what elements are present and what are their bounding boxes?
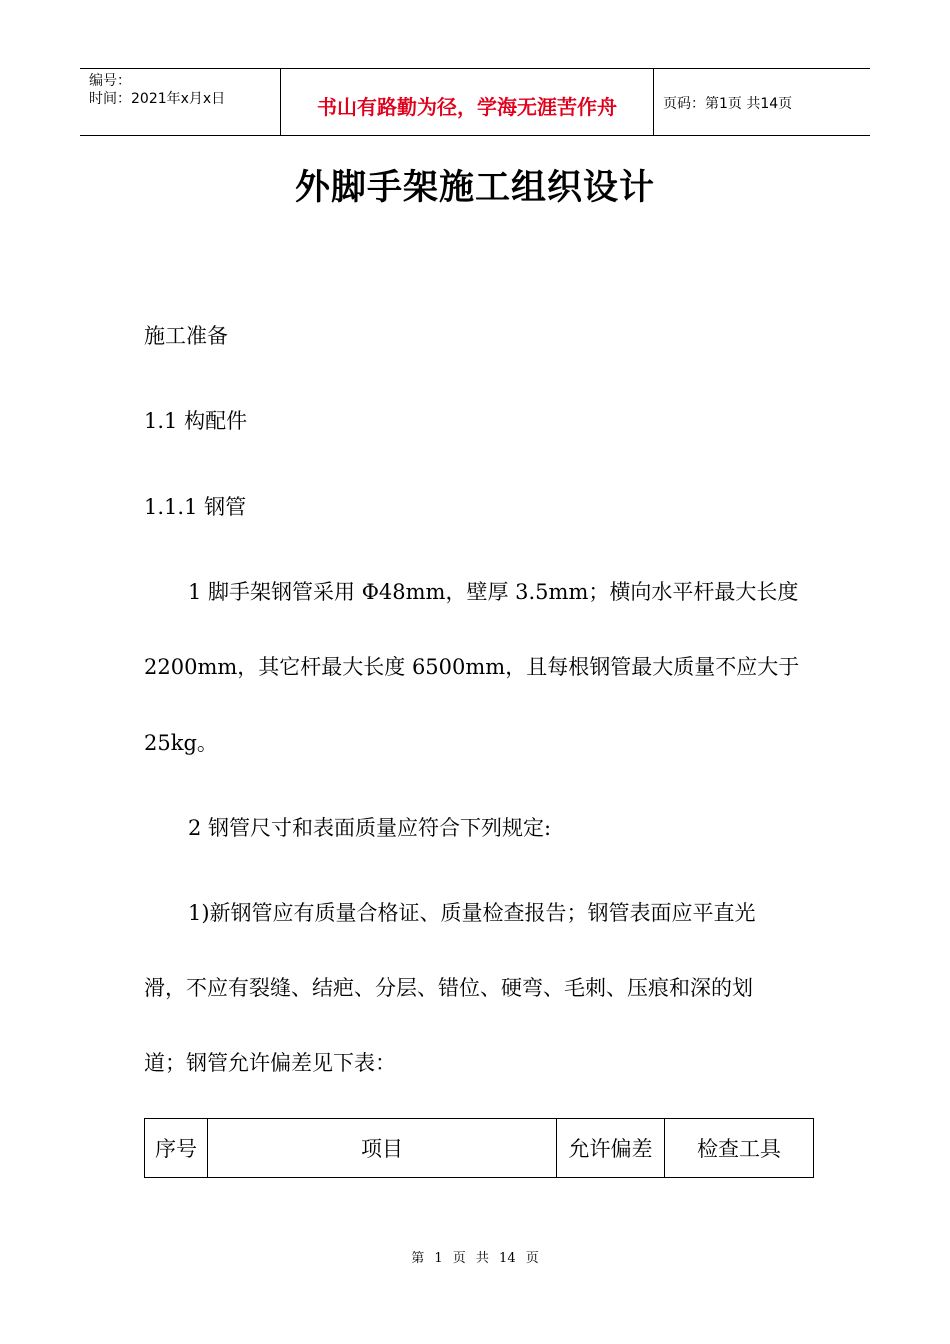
table-header-cell: 项目 bbox=[208, 1119, 557, 1178]
document-header bbox=[80, 68, 870, 136]
paragraph-line: 1 脚手架钢管采用 Φ48mm，壁厚 3.5mm；横向水平杆最大长度 bbox=[188, 580, 799, 604]
paragraph-line: 道；钢管允许偏差见下表： bbox=[144, 1051, 396, 1075]
header-motto: 书山有路勤为径，学海无涯苦作舟 bbox=[281, 69, 654, 135]
serial-number-label: 编号： bbox=[89, 73, 131, 89]
table-header-cell: 允许偏差 bbox=[557, 1119, 665, 1178]
paragraph-line: 2200mm，其它杆最大长度 6500mm，且每根钢管最大质量不应大于 bbox=[144, 655, 800, 679]
paragraph-line: 1)新钢管应有质量合格证、质量检查报告；钢管表面应平直光 bbox=[188, 901, 756, 925]
paragraph-line: 2 钢管尺寸和表面质量应符合下列规定: bbox=[188, 816, 552, 840]
paragraph-line: 25kg。 bbox=[144, 731, 218, 755]
table-header-row bbox=[145, 1119, 814, 1178]
section-heading: 施工准备 bbox=[144, 324, 228, 348]
header-meta bbox=[80, 69, 281, 135]
page-footer: 第 1 页 共 14 页 bbox=[411, 1251, 539, 1266]
table-header-cell: 检查工具 bbox=[665, 1119, 814, 1178]
document-title: 外脚手架施工组织设计 bbox=[294, 167, 655, 208]
subsubsection-heading: 1.1.1 钢管 bbox=[144, 495, 247, 519]
date-label: 时间：2021年x月x日 bbox=[89, 91, 226, 107]
header-page-info: 页码：第1页 共14页 bbox=[663, 96, 793, 112]
table-header-cell: 序号 bbox=[145, 1119, 208, 1178]
subsection-heading: 1.1 构配件 bbox=[144, 409, 248, 433]
paragraph-line: 滑，不应有裂缝、结疤、分层、错位、硬弯、毛刺、压痕和深的划 bbox=[144, 976, 753, 1000]
deviation-table bbox=[144, 1118, 814, 1178]
